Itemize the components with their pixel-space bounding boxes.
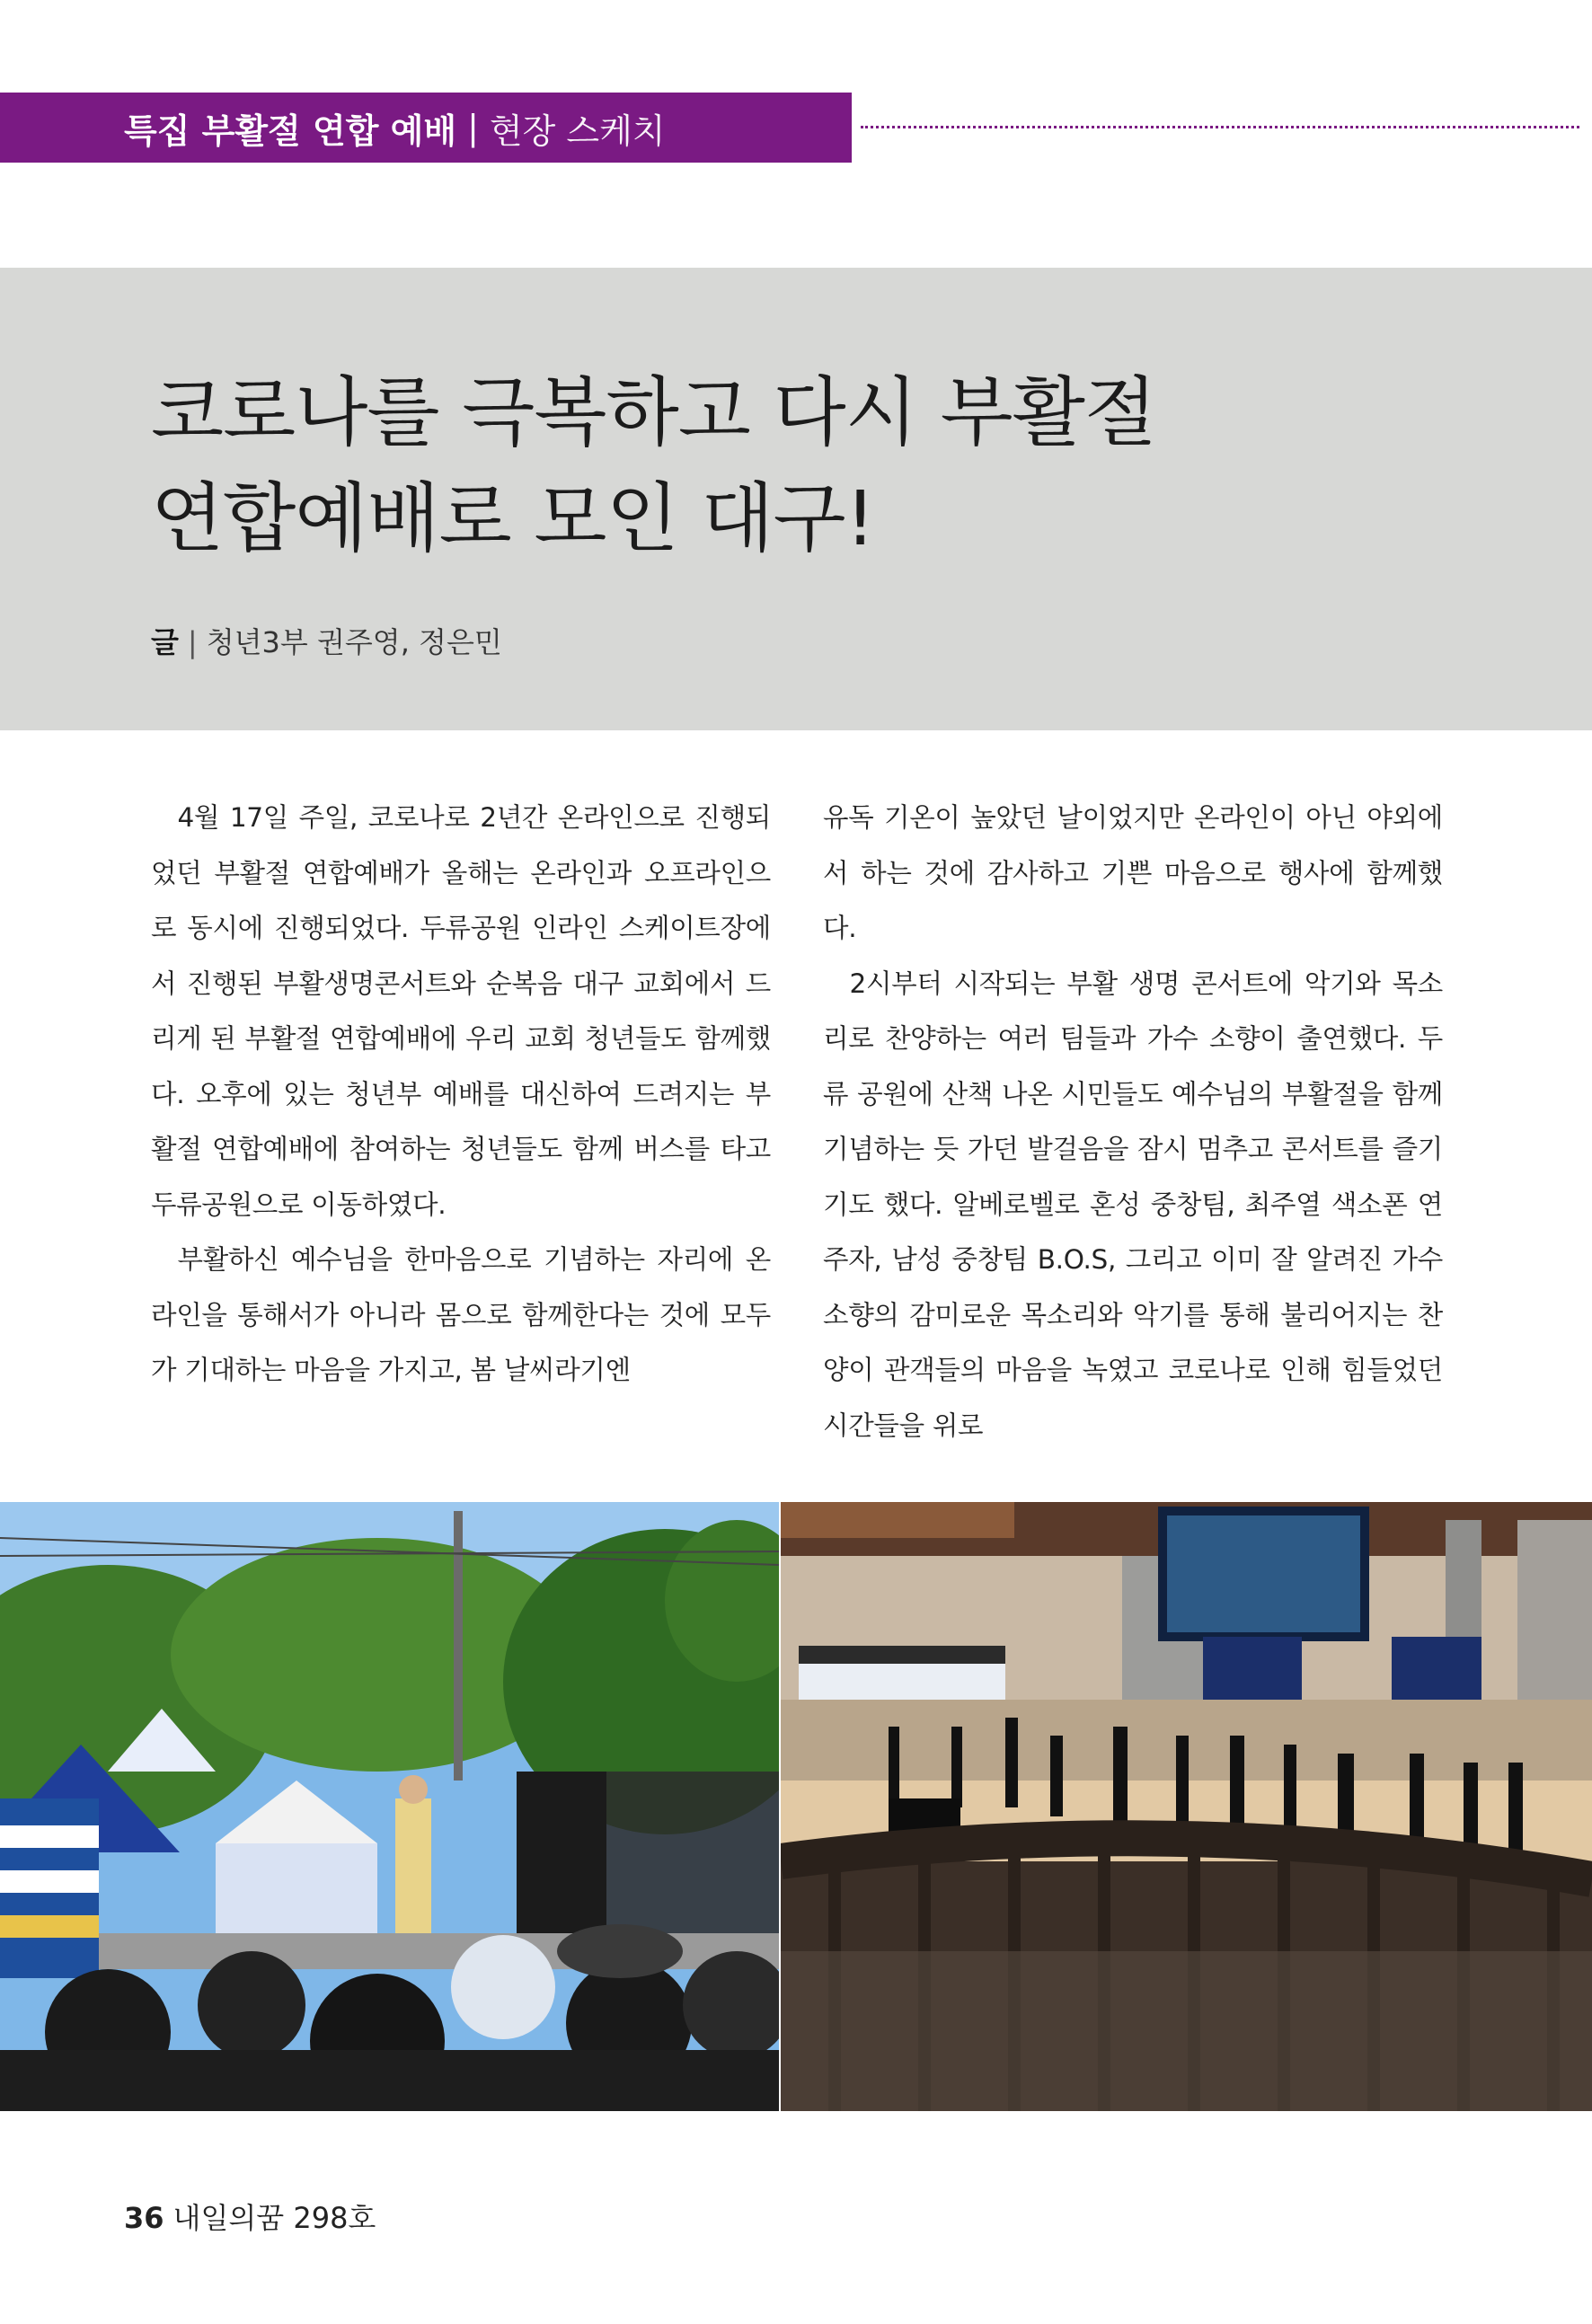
photo-church-service bbox=[781, 1502, 1592, 2111]
byline-label: 글 bbox=[151, 625, 179, 659]
article-column-right bbox=[823, 791, 1443, 1454]
title-line-1: 코로나를 극복하고 다시 부활절 bbox=[151, 368, 1156, 456]
section-header bbox=[0, 93, 852, 163]
article-column-left bbox=[151, 791, 771, 1399]
title-line-2: 연합예배로 모인 대구! bbox=[151, 474, 875, 562]
byline-separator: | bbox=[187, 625, 198, 659]
section-title: 특집 부활절 연합 예배 bbox=[124, 110, 457, 151]
byline-authors: 청년3부 권주영, 정은민 bbox=[206, 625, 502, 659]
paragraph: 부활하신 예수님을 한마음으로 기념하는 자리에 온라인을 통해서가 아니라 몸으로 함께한다는 것에 모두가 기대하는 마음을 가지고, 봄 날씨라기엔 bbox=[151, 1244, 771, 1385]
photo-outdoor-concert bbox=[0, 1502, 779, 2111]
section-subtitle: 현장 스케치 bbox=[489, 110, 666, 151]
publication-name: 내일의꿈 298호 bbox=[172, 2201, 376, 2235]
article-title bbox=[151, 359, 1156, 571]
outdoor-concert-illustration bbox=[0, 1502, 779, 2111]
page-number: 36 bbox=[124, 2201, 164, 2235]
paragraph: 유독 기온이 높았던 날이었지만 온라인이 아닌 야외에서 하는 것에 감사하고 기쁜 마음으로 행사에 함께했다. bbox=[823, 802, 1443, 943]
page-footer bbox=[124, 2196, 376, 2237]
byline bbox=[151, 620, 502, 661]
section-separator: | bbox=[467, 108, 479, 147]
paragraph: 2시부터 시작되는 부활 생명 콘서트에 악기와 목소리로 찬양하는 여러 팀들과 가수 소향이 출연했다. 두류 공원에 산책 나온 시민들도 예수님의 부활절을 함께 기념하는 듯 가던 발걸음을 잠시 멈추고 콘서트를 즐기기도 했다. 알베로벨로 혼성 중창팀, 최주열 색소폰 연주자, 남성 중창팀 B.O.S, 그리고 이미 잘 알려진 가수 소향의 감미로운 목소리와 악기를 통해 불리어지는 찬양이 관객들의 마음을 녹였고 코로나로 인해 힘들었던 시간들을 위로 bbox=[823, 968, 1443, 1441]
church-service-illustration bbox=[781, 1502, 1592, 2111]
dotted-divider bbox=[861, 126, 1579, 128]
paragraph: 4월 17일 주일, 코로나로 2년간 온라인으로 진행되었던 부활절 연합예배가 올해는 온라인과 오프라인으로 동시에 진행되었다. 두류공원 인라인 스케이트장에서 진행된 부활생명콘서트와 순복음 대구 교회에서 드리게 된 부활절 연합예배에 우리 교회 청년들도 함께했다. 오후에 있는 청년부 예배를 대신하여 드려지는 부활절 연합예배에 참여하는 청년들도 함께 버스를 타고 두류공원으로 이동하였다. bbox=[151, 802, 771, 1220]
